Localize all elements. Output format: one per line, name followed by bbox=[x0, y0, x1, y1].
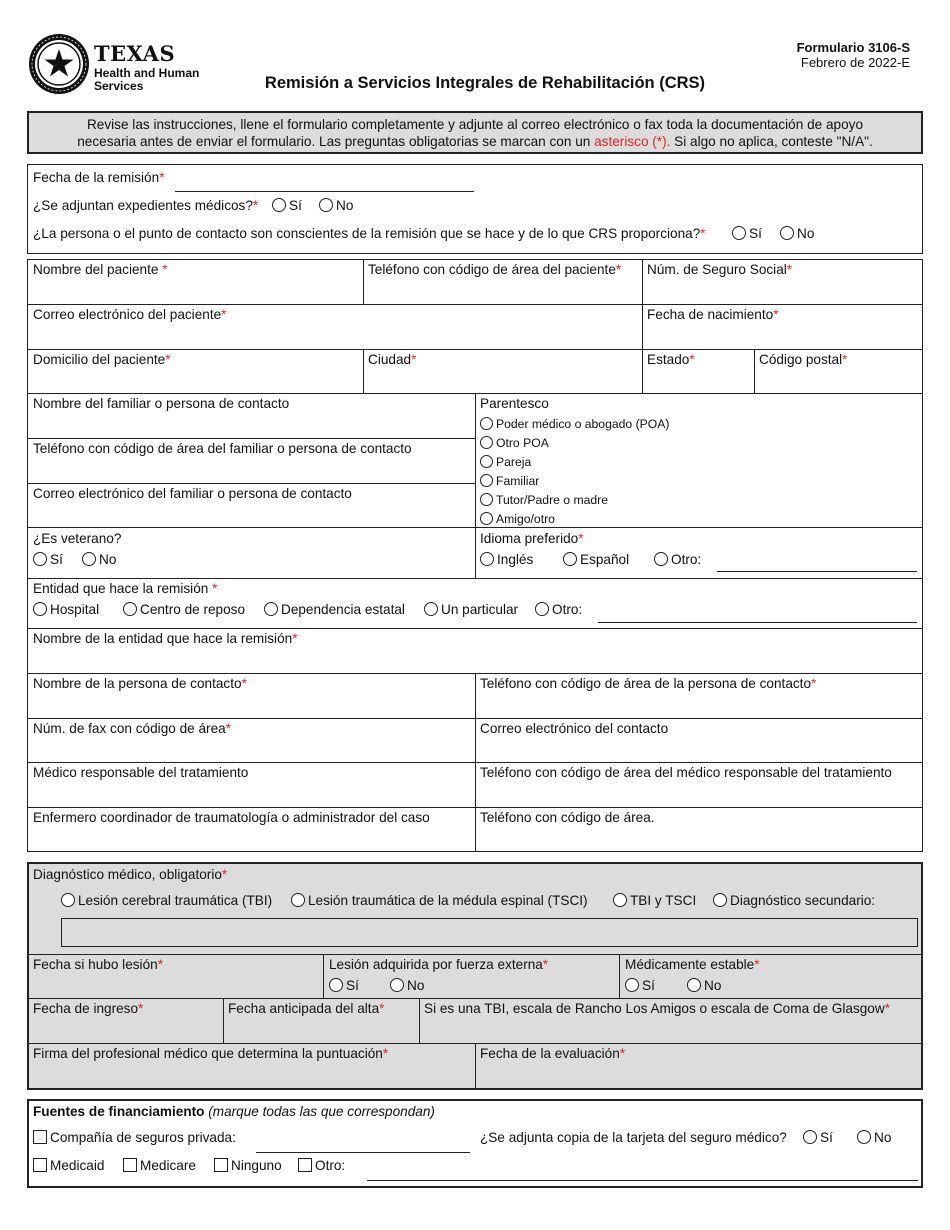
logo-texas: TEXAS bbox=[94, 41, 176, 66]
entity-state-agency-radio[interactable]: Dependencia estatal bbox=[264, 602, 405, 618]
instructions-line1: Revise las instrucciones, llene el formulario completamente y adjunte al correo electrónico o fax toda la documentación de apoyo bbox=[86, 117, 864, 132]
medicaid-checkbox[interactable]: Medicaid bbox=[33, 1158, 104, 1174]
entity-contact-email-field[interactable]: Correo electrónico del contacto bbox=[480, 721, 669, 736]
relationship-label: Parentesco bbox=[480, 396, 549, 411]
card-question: ¿Se adjunta copia de la tarjeta del seguro médico? bbox=[480, 1130, 787, 1145]
coordinator-phone-field[interactable]: Teléfono con código de área. bbox=[480, 810, 655, 825]
entity-contact-name-field[interactable]: Nombre de la persona de contacto* bbox=[33, 676, 247, 691]
records-question: ¿Se adjuntan expedientes médicos?* bbox=[33, 198, 259, 213]
other-funding-input[interactable] bbox=[367, 1180, 918, 1181]
scale-field[interactable]: Si es una TBI, escala de Rancho Los Amigos o escala de Coma de Glasgow* bbox=[424, 1001, 890, 1016]
language-other-radio[interactable]: Otro: bbox=[654, 552, 701, 568]
language-english-radio[interactable]: Inglés bbox=[480, 552, 533, 568]
contact-phone-field[interactable]: Teléfono con código de área del familiar o persona de contacto bbox=[33, 441, 412, 456]
instructions-asterisk-note: asterisco (*). bbox=[594, 134, 671, 149]
relationship-option-friend[interactable]: Amigo/otro bbox=[480, 511, 555, 527]
language-spanish-radio[interactable]: Español bbox=[563, 552, 629, 568]
dob-field[interactable]: Fecha de nacimiento* bbox=[647, 307, 779, 322]
secondary-diagnosis-input[interactable] bbox=[61, 918, 918, 947]
entity-contact-phone-field[interactable]: Teléfono con código de área de la persona de contacto* bbox=[480, 676, 817, 691]
language-other-input[interactable] bbox=[717, 571, 917, 572]
records-yes-radio[interactable]: Sí bbox=[272, 198, 302, 214]
patient-email-field[interactable]: Correo electrónico del paciente* bbox=[33, 307, 227, 322]
private-insurance-checkbox[interactable]: Compañía de seguros privada: bbox=[33, 1130, 236, 1146]
admission-date-field[interactable]: Fecha de ingreso* bbox=[33, 1001, 144, 1016]
page-title: Remisión a Servicios Integrales de Rehabilitación (CRS) bbox=[264, 74, 706, 92]
stable-yes-radio[interactable]: Sí bbox=[625, 978, 655, 994]
entity-other-radio[interactable]: Otro: bbox=[535, 602, 582, 618]
diagnosis-secondary-radio[interactable]: Diagnóstico secundario: bbox=[713, 893, 875, 909]
patient-phone-field[interactable]: Teléfono con código de área del paciente* bbox=[368, 262, 622, 277]
aware-question: ¿La persona o el punto de contacto son conscientes de la remisión que se hace y de lo que CRS proporciona?* bbox=[33, 226, 706, 241]
eval-date-field[interactable]: Fecha de la evaluación* bbox=[480, 1046, 626, 1061]
instructions-line2 bbox=[29, 134, 921, 150]
funding-label: Fuentes de financiamiento (marque todas las que correspondan) bbox=[33, 1104, 435, 1119]
patient-name-field[interactable]: Nombre del paciente * bbox=[33, 262, 168, 277]
private-insurance-input[interactable] bbox=[256, 1152, 470, 1153]
logo-hhs-line2: Services bbox=[94, 79, 144, 93]
discharge-date-field[interactable]: Fecha anticipada del alta* bbox=[228, 1001, 385, 1016]
contact-name-field[interactable]: Nombre del familiar o persona de contacto bbox=[33, 396, 290, 411]
veteran-label: ¿Es veterano? bbox=[33, 531, 122, 546]
signature-field[interactable]: Firma del profesional médico que determina la puntuación* bbox=[33, 1046, 389, 1061]
stable-label: Médicamente estable* bbox=[625, 957, 760, 972]
card-no-radio[interactable]: No bbox=[857, 1130, 891, 1146]
form-date: Febrero de 2022-E bbox=[800, 55, 910, 70]
contact-email-field[interactable]: Correo electrónico del familiar o persona de contacto bbox=[33, 486, 352, 501]
ssn-field[interactable]: Núm. de Seguro Social* bbox=[647, 262, 793, 277]
veteran-no-radio[interactable]: No bbox=[82, 552, 116, 568]
entity-individual-radio[interactable]: Un particular bbox=[424, 602, 518, 618]
relationship-option-other-poa[interactable]: Otro POA bbox=[480, 435, 549, 451]
language-label: Idioma preferido* bbox=[480, 531, 584, 546]
patient-address-field[interactable]: Domicilio del paciente* bbox=[33, 352, 171, 367]
relationship-option-poa[interactable]: Poder médico o abogado (POA) bbox=[480, 416, 669, 432]
medicare-checkbox[interactable]: Medicare bbox=[123, 1158, 196, 1174]
physician-field[interactable]: Médico responsable del tratamiento bbox=[33, 765, 249, 780]
relationship-option-partner[interactable]: Pareja bbox=[480, 454, 531, 470]
relationship-option-guardian[interactable]: Tutor/Padre o madre bbox=[480, 492, 608, 508]
instructions-line2-a: necesaria antes de enviar el formulario. Las preguntas obligatorias se marcan con un bbox=[77, 134, 595, 149]
instructions-box bbox=[27, 111, 923, 154]
external-force-no-radio[interactable]: No bbox=[390, 978, 424, 994]
zip-field[interactable]: Código postal* bbox=[759, 352, 848, 367]
instructions-line2-b: Si algo no aplica, conteste "N/A". bbox=[670, 134, 873, 149]
entity-nursing-home-radio[interactable]: Centro de reposo bbox=[123, 602, 245, 618]
diagnosis-both-radio[interactable]: TBI y TSCI bbox=[613, 893, 696, 909]
none-checkbox[interactable]: Ninguno bbox=[214, 1158, 282, 1174]
referral-date-label: Fecha de la remisión* bbox=[33, 170, 165, 185]
records-no-radio[interactable]: No bbox=[319, 198, 353, 214]
physician-phone-field[interactable]: Teléfono con código de área del médico responsable del tratamiento bbox=[480, 765, 892, 780]
referring-entity-label: Entidad que hace la remisión * bbox=[33, 581, 218, 596]
referral-date-input[interactable] bbox=[175, 191, 474, 192]
external-force-label: Lesión adquirida por fuerza externa* bbox=[329, 957, 549, 972]
city-field[interactable]: Ciudad* bbox=[368, 352, 417, 367]
aware-yes-radio[interactable]: Sí bbox=[732, 226, 762, 242]
diagnosis-tbi-radio[interactable]: Lesión cerebral traumática (TBI) bbox=[61, 893, 272, 909]
relationship-option-family[interactable]: Familiar bbox=[480, 473, 539, 489]
aware-no-radio[interactable]: No bbox=[780, 226, 814, 242]
form-number: Formulario 3106-S bbox=[796, 40, 910, 55]
coordinator-field[interactable]: Enfermero coordinador de traumatología o administrador del caso bbox=[33, 810, 430, 825]
other-funding-checkbox[interactable]: Otro: bbox=[298, 1158, 345, 1174]
veteran-yes-radio[interactable]: Sí bbox=[33, 552, 63, 568]
entity-hospital-radio[interactable]: Hospital bbox=[33, 602, 99, 618]
injury-date-field[interactable]: Fecha si hubo lesión* bbox=[33, 957, 163, 972]
fax-field[interactable]: Núm. de fax con código de área* bbox=[33, 721, 231, 736]
entity-other-input[interactable] bbox=[598, 622, 917, 623]
logo-hhs-line1: Health and Human bbox=[94, 66, 200, 80]
card-yes-radio[interactable]: Sí bbox=[803, 1130, 833, 1146]
stable-no-radio[interactable]: No bbox=[687, 978, 721, 994]
entity-name-field[interactable]: Nombre de la entidad que hace la remisión* bbox=[33, 631, 298, 646]
diagnosis-label: Diagnóstico médico, obligatorio* bbox=[33, 867, 228, 882]
external-force-yes-radio[interactable]: Sí bbox=[329, 978, 359, 994]
state-field[interactable]: Estado* bbox=[647, 352, 695, 367]
diagnosis-tsci-radio[interactable]: Lesión traumática de la médula espinal (TSCI) bbox=[291, 893, 588, 909]
